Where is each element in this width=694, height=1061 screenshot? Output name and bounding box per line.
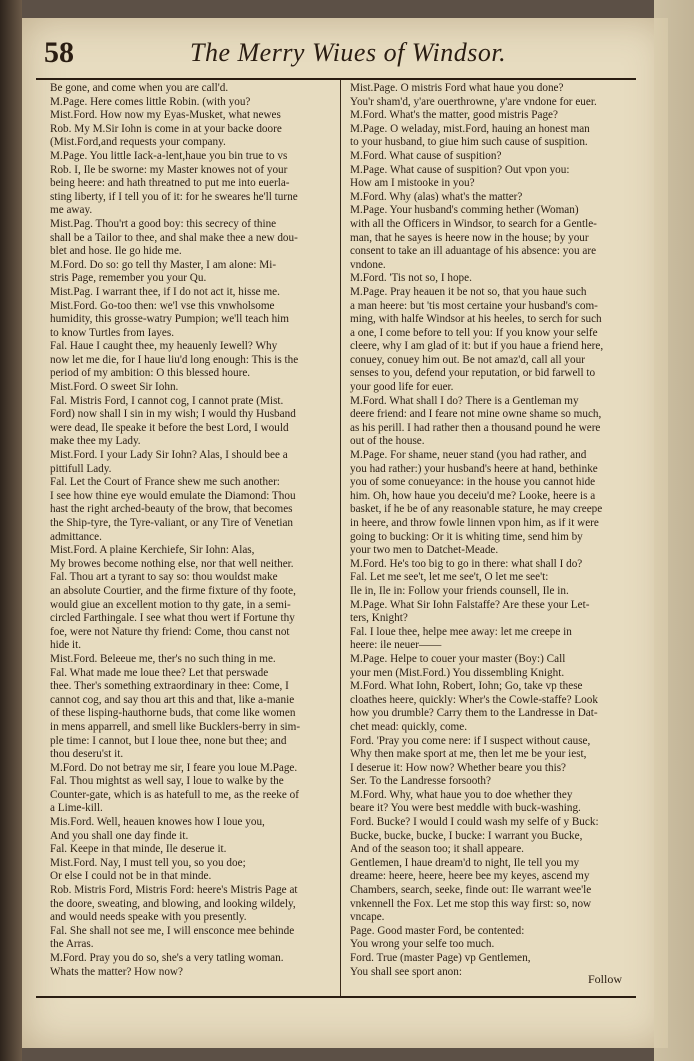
text-line: Mist.Ford. I your Lady Sir Iohn? Alas, I should bee a [50,449,288,462]
text-line: conuey, conuey him out. Be not amaz'd, call all your [350,353,585,366]
text-line: Fal. Thou art a tyrant to say so: thou wouldst make [50,571,278,584]
header-rule [36,78,636,80]
text-line: going to bucking: Or it is whiting time, send him by [350,530,583,543]
text-line: beare it? You were best meddle with buck-washing. [350,802,581,815]
text-line: me away. [50,204,93,217]
text-line: Fal. What made me loue thee? Let that perswade [50,666,269,679]
text-line: M.Ford. Pray you do so, she's a very tatling woman. [50,952,284,964]
text-line: Gentlemen, I haue dream'd to night, Ile tell you my [350,856,580,869]
text-line: the Ship-tyre, the Tyre-valiant, or any Tire of Venetian [50,517,294,529]
left-text-column [50,82,336,979]
text-line: the doore, sweating, and blowing, and looking wildely, [50,897,296,910]
text-line: vncape. [350,911,385,924]
text-line: Rob. My M.Sir Iohn is come in at your backe doore [50,122,282,135]
text-line: an absolute Courtier, and the firme fixture of thy foote, [50,584,296,597]
facing-page-edge [654,0,694,1061]
text-line: consent to take an ill aduantage of his absence: you are [350,245,597,258]
text-line: thou deseru'st it. [50,748,124,761]
text-line: And of the season too; it shall appeare. [350,843,524,856]
text-line: admittance. [50,530,102,543]
text-line: You shall see sport anon: [350,965,462,978]
text-line: And you shall one day finde it. [50,829,189,842]
text-line: Fal. Haue I caught thee, my heauenly Iewell? Why [50,340,278,353]
text-line: Rob. I, Ile be sworne: my Master knowes not of your [50,163,288,176]
text-line: your men (Mist.Ford.) You dissembling Knight. [350,666,565,679]
text-line: thee. Ther's something extraordinary in thee: Come, I [50,680,289,693]
text-line: You'r sham'd, y'are ouerthrowne, y'are vndone for euer. [350,95,597,108]
text-line: hast the right arched-beauty of the brow, that becomes [50,503,293,516]
footer-rule [36,996,636,998]
text-line: heere: ile neuer—— [350,639,442,652]
text-line: cannot cog, and say thou art this and that, like a-manie [50,693,295,706]
text-line: shall be a Tailor to thee, and shal make thee a new dou- [50,231,298,244]
text-line: M.Page. You little Iack-a-lent,haue you bin true to vs [50,149,288,162]
text-line: Mist.Pag. Thou'rt a good boy: this secrecy of thine [50,217,277,230]
text-line: to know Turtles from Iayes. [50,326,174,339]
text-line: ple time: I cannot, but I loue thee, none but thee; and [50,734,287,747]
text-line: a one, I come before to tell you: If you know your selfe [350,326,598,339]
text-line: dreame: heere, heere, heere bee my keyes, ascend my [350,870,590,883]
text-line: senses to you, defend your reputation, or bid farwell to [350,367,596,380]
text-line: cloathes heere, quickly: Wher's the Cowle-staffe? Look [350,693,598,706]
text-line: would giue an excellent motion to thy gate, in a semi- [50,598,291,611]
text-line: the Arras. [50,938,94,951]
text-line: circled Farthingale. I see what thou wert if Fortune thy [50,612,295,625]
text-line: M.Ford. What Iohn, Robert, Iohn; Go, take vp these [350,680,583,693]
text-line: pittifull Lady. [50,462,112,475]
text-line: M.Page. What Sir Iohn Falstaffe? Are these your Let- [350,598,590,611]
book-gutter [0,0,22,1061]
right-text-column [350,82,636,979]
text-line: Mist.Page. O mistris Ford what haue you done? [350,82,564,94]
text-line: Fal. Keepe in that minde, Ile deserue it. [50,843,227,856]
text-line: Chambers, search, seeke, finde out: Ile warrant wee'le [350,884,592,897]
text-line: I see how thine eye would emulate the Diamond: Thou [50,489,296,502]
text-line: M.Ford. Why, what haue you to doe whether they [350,788,573,801]
text-line: Fal. She shall not see me, I will ensconce mee behinde [50,924,295,937]
page-header [40,30,630,80]
text-line: I deserue it: How now? Whether beare you this? [350,761,567,774]
text-line: M.Ford. What shall I do? There is a Gentleman my [350,394,579,407]
text-line: Ford. Bucke? I would I could wash my selfe of y Buck: [350,816,599,829]
text-line: My browes become nothing else, nor that well neither. [50,557,294,570]
text-line: in heere, and throw fowle linnen vpon him, as if it were [350,517,599,529]
text-line: basket, if he be of any reasonable stature, he may creepe [350,503,603,516]
text-line: Be gone, and come when you are call'd. [50,82,229,94]
text-line: You wrong your selfe too much. [350,938,495,951]
text-line: M.Ford. What cause of suspition? [350,149,502,162]
column-divider [340,80,341,996]
text-line: Mist.Ford. Go-too then: we'l vse this vnwholsome [50,299,275,312]
text-line: hide it. [50,639,82,652]
text-line: stris Page, remember you your Qu. [50,272,207,285]
text-line: cleere, why I am glad of it: but if you haue a friend here, [350,340,604,353]
text-line: (Mist.Ford,and requests your company. [50,136,226,149]
text-line: M.Page. Helpe to couer your master (Boy:) Call [350,652,566,665]
text-line: M.Ford. Do so: go tell thy Master, I am alone: Mi- [50,258,277,271]
text-line: blet and hose. Ile go hide me. [50,245,182,258]
text-line: in mens apparrell, and smell like Bucklers-berry in sim- [50,720,301,733]
text-line: Fal. Mistris Ford, I cannot cog, I cannot prate (Mist. [50,394,284,407]
text-line: M.Page. For shame, neuer stand (you had rather, and [350,449,587,462]
text-line: M.Ford. Why (alas) what's the matter? [350,190,523,203]
text-line: M.Page. What cause of suspition? Out vpon you: [350,163,570,176]
text-line: period of my ambition: O this blessed houre. [50,367,251,380]
text-line: him. Oh, how haue you deceiu'd me? Looke, heere is a [350,489,596,502]
text-line: Fal. Let the Court of France shew me such another: [50,476,280,489]
text-line: make thee my Lady. [50,435,141,448]
text-line: now let me die, for I haue liu'd long enough: This is the [50,353,299,366]
text-line: Ford. 'Pray you come nere: if I suspect without cause, [350,734,591,747]
text-line: foe, were not Nature thy friend: Come, thou canst not [50,625,290,638]
text-line: and would needs speake with you presently. [50,911,247,924]
text-line: you of some conueyance: in the house you cannot hide [350,476,596,489]
text-line: Ser. To the Landresse forsooth? [350,775,491,788]
text-line: your good life for euer. [350,381,454,394]
running-title: The Merry Wiues of Windsor. [190,38,507,67]
text-line: being heere: and hath threatned to put me into euerla- [50,177,290,190]
text-line: Why then make sport at me, then let me be your iest, [350,748,587,761]
text-line: Counter-gate, which is as hatefull to me, as the reeke of [50,788,299,801]
text-line: Mist.Ford. Beleeue me, ther's no such thing in me. [50,652,276,665]
text-line: M.Ford. What's the matter, good mistris Page? [350,109,558,122]
text-line: as his perill. I had rather then a thousand pound he were [350,421,601,434]
text-line: vnkennell the Fox. Let me stop this way first: so, now [350,897,592,910]
text-line: Mis.Ford. Well, heauen knowes how I loue you, [50,816,265,829]
text-line: Or else I could not be in that minde. [50,870,212,883]
text-line: ming, with halfe Windsor at his heeles, to serch for such [350,313,602,326]
text-line: to your husband, to giue him such cause of suspition. [350,136,588,149]
text-line: a man heere: but 'tis most certaine your husband's com- [350,299,598,312]
text-line: M.Page. Here comes little Robin. (with you? [50,95,251,108]
text-line: How am I mistooke in you? [350,177,475,190]
text-line: Fal. Thou mightst as well say, I loue to walke by the [50,775,284,788]
text-line: chet mead: quickly, come. [350,720,468,733]
text-line: Ford. True (master Page) vp Gentlemen, [350,952,531,964]
text-line: M.Page. Pray heauen it be not so, that you haue such [350,285,587,298]
text-line: Fal. Let me see't, let me see't, O let me see't: [350,571,549,584]
text-line: M.Page. O weladay, mist.Ford, hauing an honest man [350,122,590,135]
text-line: M.Ford. Do not betray me sir, I feare you loue M.Page. [50,761,298,774]
text-line: Mist.Ford. Nay, I must tell you, so you doe; [50,856,246,869]
text-line: Mist.Pag. I warrant thee, if I do not act it, hisse me. [50,285,280,298]
text-line: you had rather:) your husband's heere at hand, bethinke [350,462,598,475]
text-line: Page. Good master Ford, be contented: [350,924,525,937]
text-line: M.Ford. 'Tis not so, I hope. [350,272,472,285]
text-line: with all the Officers in Windsor, to search for a Gentle- [350,217,597,230]
text-line: your two men to Datchet-Meade. [350,544,499,557]
text-line: Rob. Mistris Ford, Mistris Ford: heere's Mistris Page at [50,884,298,897]
text-line: man, that he sayes is heere now in the house; by your [350,231,589,244]
text-line: deere friend: and I feare not mine owne shame so much, [350,408,602,421]
text-line: Fal. I loue thee, helpe mee away: let me creepe in [350,625,572,638]
text-line: Mist.Ford. A plaine Kerchiefe, Sir Iohn: Alas, [50,544,255,557]
text-line: vndone. [350,258,386,271]
text-line: how you drumble? Carry them to the Landresse in Dat- [350,707,598,720]
text-line: M.Ford. He's too big to go in there: what shall I do? [350,557,583,570]
catchword: Follow [588,972,623,986]
text-line: sting liberty, if I tell you of it: for he sweares he'll turne [50,190,298,203]
text-line: a Lime-kill. [50,802,103,815]
text-line: were dead, Ile speake it before the best Lord, I would [50,421,289,434]
page-number: 58 [44,36,74,69]
text-line: Ile in, Ile in: Follow your friends counsell, Ile in. [350,584,569,597]
text-line: Bucke, bucke, bucke, I bucke: I warrant you Bucke, [350,829,583,842]
text-line: of these lisping-hauthorne buds, that come like women [50,707,296,720]
text-line: humidity, this grosse-watry Pumpion; we'll teach him [50,313,289,326]
text-line: M.Page. Your husband's comming hether (Woman) [350,204,579,217]
text-line: Mist.Ford. How now my Eyas-Musket, what newes [50,109,281,122]
text-line: Mist.Ford. O sweet Sir Iohn. [50,381,179,394]
text-line: Whats the matter? How now? [50,965,183,978]
text-line: Ford) now shall I sin in my wish; I would thy Husband [50,408,296,421]
text-line: ters, Knight? [350,612,408,625]
text-line: out of the house. [350,435,425,448]
